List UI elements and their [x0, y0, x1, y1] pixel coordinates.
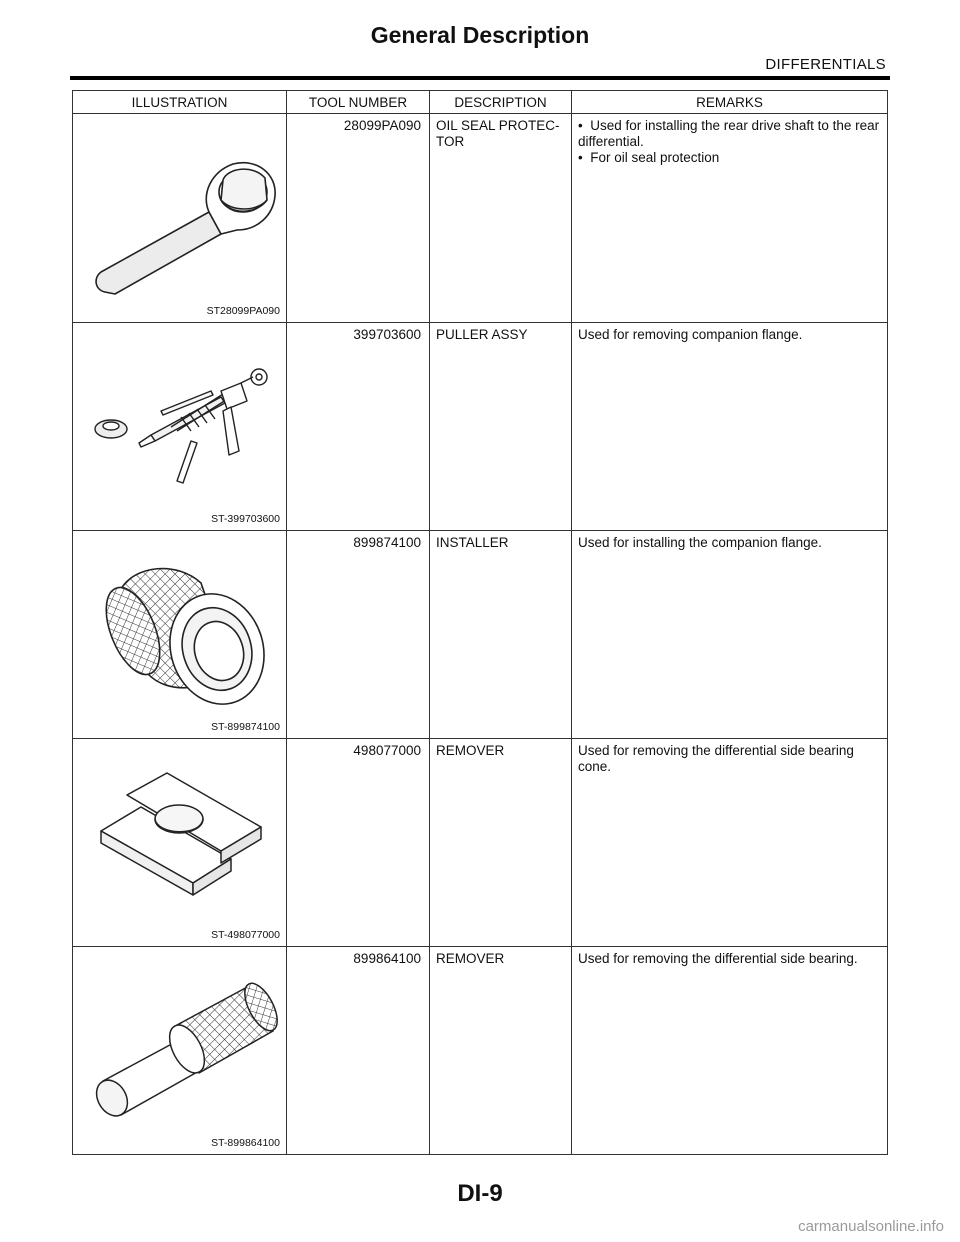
illustration-cell — [73, 114, 287, 323]
remarks-cell — [572, 114, 888, 323]
tool-remarks: Used for removing the differential side bearing cone. — [572, 739, 888, 947]
illustration-label: ST-899874100 — [211, 721, 280, 733]
table-row — [73, 114, 888, 323]
tool-number: 899864100 — [287, 947, 430, 1155]
special-tools-table — [72, 90, 888, 1155]
table-row — [73, 531, 888, 739]
illustration-label: ST-498077000 — [211, 929, 280, 941]
oil-seal-protector-icon — [81, 122, 281, 312]
col-header-remarks: REMARKS — [572, 91, 888, 114]
illustration-cell — [73, 531, 287, 739]
page-title: General Description — [370, 22, 590, 48]
tool-number: 28099PA090 — [287, 114, 430, 323]
illustration-cell — [73, 739, 287, 947]
table-row — [73, 323, 888, 531]
remover-plate-icon — [81, 747, 281, 927]
tool-description: INSTALLER — [430, 531, 572, 739]
installer-icon — [81, 539, 281, 719]
remark-item: • For oil seal protection — [578, 150, 881, 166]
tool-description: REMOVER — [430, 739, 572, 947]
puller-assy-icon — [81, 331, 281, 511]
col-header-description: DESCRIPTION — [430, 91, 572, 114]
tool-number: 498077000 — [287, 739, 430, 947]
section-name: DIFFERENTIALS — [765, 56, 886, 73]
table-row — [73, 739, 888, 947]
table-row — [73, 947, 888, 1155]
table-header-row — [73, 91, 888, 114]
tool-description: OIL SEAL PROTEC-TOR — [430, 114, 572, 323]
tool-number: 899874100 — [287, 531, 430, 739]
tool-description: PULLER ASSY — [430, 323, 572, 531]
tool-remarks: Used for removing companion flange. — [572, 323, 888, 531]
remover-knurled-icon — [81, 955, 281, 1135]
watermark: carmanualsonline.info — [798, 1218, 944, 1235]
header-rule — [70, 76, 890, 80]
page-number: DI-9 — [457, 1180, 503, 1207]
remark-item: • Used for installing the rear drive shaft to the rear differential. — [578, 118, 881, 150]
illustration-cell — [73, 947, 287, 1155]
illustration-label: ST-399703600 — [211, 513, 280, 525]
tool-description: REMOVER — [430, 947, 572, 1155]
illustration-label: ST-899864100 — [211, 1137, 280, 1149]
illustration-label: ST28099PA090 — [206, 305, 280, 317]
col-header-illustration: ILLUSTRATION — [73, 91, 287, 114]
illustration-cell — [73, 323, 287, 531]
col-header-tool-number: TOOL NUMBER — [287, 91, 430, 114]
tool-remarks: Used for removing the differential side bearing. — [572, 947, 888, 1155]
tool-number: 399703600 — [287, 323, 430, 531]
tool-remarks: Used for installing the companion flange. — [572, 531, 888, 739]
